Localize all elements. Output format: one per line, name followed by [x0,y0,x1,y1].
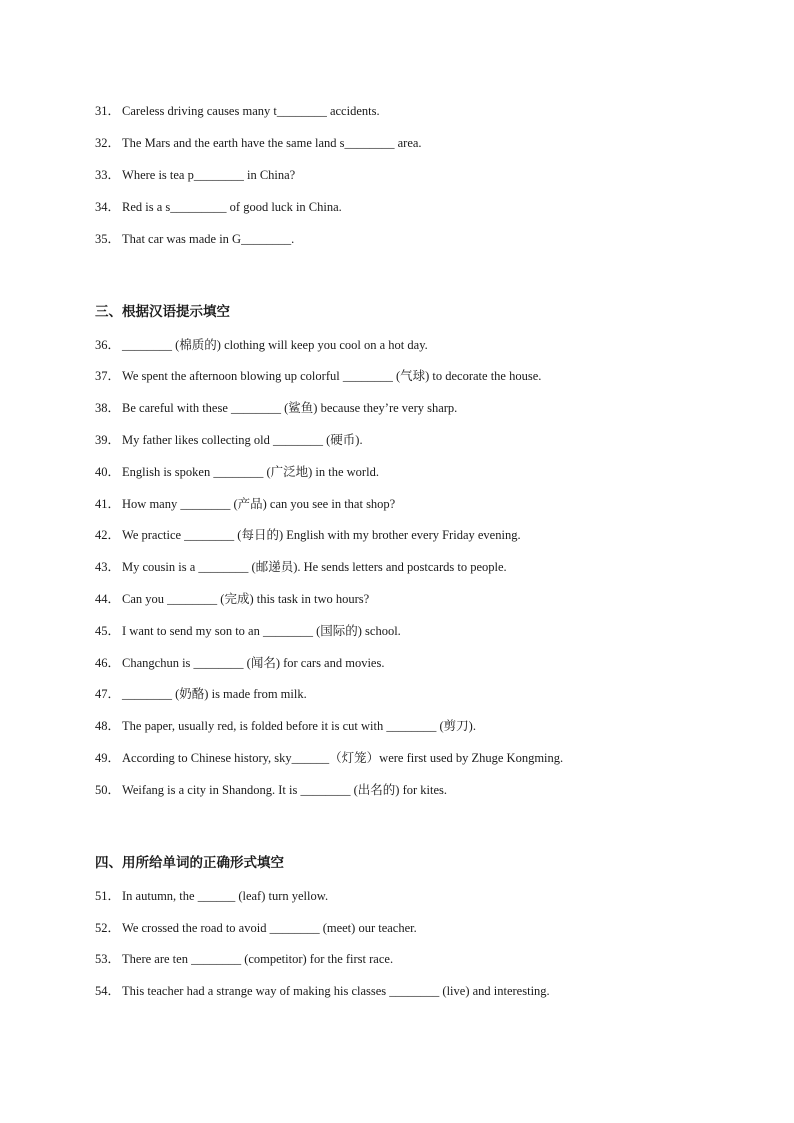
question-52 [95,920,417,936]
question-text: ________ (棉质的) clothing will keep you cool on a hot day. [122,338,428,352]
question-text: That car was made in G________. [122,232,295,246]
question-number: 43． [95,560,121,574]
section-heading-3: 三、根据汉语提示填空 [95,304,230,320]
question-number: 37． [95,369,121,383]
question-text: Red is a s_________ of good luck in China. [122,200,342,214]
question-45 [95,623,401,639]
question-text: My father likes collecting old ________ (硬币). [122,433,363,447]
question-39 [95,432,363,448]
question-text: We crossed the road to avoid ________ (meet) our teacher. [122,921,417,935]
question-46 [95,655,384,671]
question-32 [95,135,422,151]
question-text: According to Chinese history, sky______（灯笼）were first used by Zhuge Kongming. [122,751,564,765]
question-number: 51． [95,889,121,903]
question-number: 35． [95,232,121,246]
question-number: 46． [95,656,121,670]
question-37 [95,368,541,384]
question-text: My cousin is a ________ (邮递员). He sends letters and postcards to people. [122,560,507,574]
question-text: Be careful with these ________ (鲨鱼) because they’re very sharp. [122,401,458,415]
question-text: The Mars and the earth have the same land s________ area. [122,136,422,150]
question-text: We practice ________ (每日的) English with my brother every Friday evening. [122,528,521,542]
question-number: 32． [95,136,121,150]
question-text: We spent the afternoon blowing up colorful ________ (气球) to decorate the house. [122,369,542,383]
question-50 [95,782,447,798]
question-35 [95,231,294,247]
section-heading-4: 四、用所给单词的正确形式填空 [95,855,284,871]
question-number: 39． [95,433,121,447]
question-number: 42． [95,528,121,542]
question-text: In autumn, the ______ (leaf) turn yellow. [122,889,329,903]
question-44 [95,591,369,607]
question-text: There are ten ________ (competitor) for the first race. [122,952,394,966]
question-text: I want to send my son to an ________ (国际的) school. [122,624,401,638]
question-42 [95,527,521,543]
question-text: ________ (奶酪) is made from milk. [122,687,307,701]
question-number: 31． [95,104,121,118]
question-text: English is spoken ________ (广泛地) in the world. [122,465,379,479]
question-text: How many ________ (产品) can you see in that shop? [122,497,396,511]
question-text: Can you ________ (完成) this task in two hours? [122,592,370,606]
question-text: The paper, usually red, is folded before it is cut with ________ (剪刀). [122,719,476,733]
question-text: Weifang is a city in Shandong. It is ________ (出名的) for kites. [122,783,448,797]
question-number: 41． [95,497,121,511]
question-47 [95,686,307,702]
question-number: 44． [95,592,121,606]
question-number: 53． [95,952,121,966]
question-number: 36． [95,338,121,352]
question-number: 47． [95,687,121,701]
question-number: 38． [95,401,121,415]
question-number: 33． [95,168,121,182]
question-38 [95,400,457,416]
question-text: Changchun is ________ (闻名) for cars and movies. [122,656,385,670]
question-number: 40． [95,465,121,479]
question-36 [95,337,428,353]
question-51 [95,888,328,904]
question-text: Careless driving causes many t________ accidents. [122,104,380,118]
question-53 [95,951,393,967]
question-number: 49． [95,751,121,765]
question-48 [95,718,476,734]
question-43 [95,559,507,575]
question-number: 54． [95,984,121,998]
question-34 [95,199,342,215]
question-54 [95,983,550,999]
question-text: Where is tea p________ in China? [122,168,296,182]
question-49 [95,750,563,766]
question-31 [95,103,380,119]
question-33 [95,167,295,183]
question-number: 50． [95,783,121,797]
question-41 [95,496,395,512]
question-number: 34． [95,200,121,214]
question-number: 45． [95,624,121,638]
question-40 [95,464,379,480]
question-number: 52． [95,921,121,935]
question-number: 48． [95,719,121,733]
question-text: This teacher had a strange way of making his classes ________ (live) and interesting. [122,984,550,998]
